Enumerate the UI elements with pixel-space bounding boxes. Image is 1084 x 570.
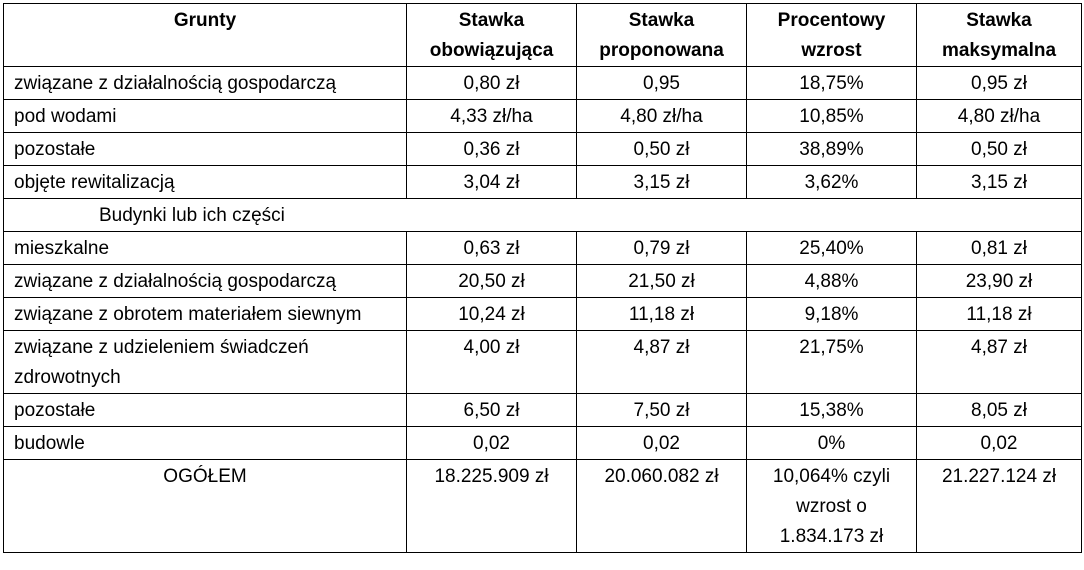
- percent-increase: 10,85%: [747, 100, 917, 133]
- total-label: OGÓŁEM: [4, 460, 407, 553]
- proposed-rate: 0,02: [577, 427, 747, 460]
- max-rate: 3,15 zł: [917, 166, 1082, 199]
- header-row: [4, 4, 1082, 67]
- proposed-rate: 11,18 zł: [577, 298, 747, 331]
- proposed-rate: 0,95: [577, 67, 747, 100]
- total-proposed: 20.060.082 zł: [577, 460, 747, 553]
- percent-increase: 25,40%: [747, 232, 917, 265]
- row-name: związane z udzieleniem świadczeń zdrowotnych: [4, 331, 407, 394]
- table-row: [4, 427, 1082, 460]
- max-rate: 8,05 zł: [917, 394, 1082, 427]
- total-row: [4, 460, 1082, 553]
- proposed-rate: 21,50 zł: [577, 265, 747, 298]
- max-rate: 0,95 zł: [917, 67, 1082, 100]
- current-rate: 20,50 zł: [407, 265, 577, 298]
- header-grunty: Grunty: [4, 4, 407, 67]
- percent-increase: 4,88%: [747, 265, 917, 298]
- row-name: budowle: [4, 427, 407, 460]
- table-row: [4, 67, 1082, 100]
- header-proposed-rate: Stawka proponowana: [577, 4, 747, 67]
- row-name: mieszkalne: [4, 232, 407, 265]
- table-row: [4, 394, 1082, 427]
- max-rate: 11,18 zł: [917, 298, 1082, 331]
- percent-increase: 9,18%: [747, 298, 917, 331]
- percent-increase: 38,89%: [747, 133, 917, 166]
- section-row: [4, 199, 1082, 232]
- current-rate: 10,24 zł: [407, 298, 577, 331]
- table-row: [4, 232, 1082, 265]
- header-max-rate: Stawka maksymalna: [917, 4, 1082, 67]
- percent-increase: 15,38%: [747, 394, 917, 427]
- row-name: pozostałe: [4, 133, 407, 166]
- table-row: [4, 331, 1082, 394]
- current-rate: 0,36 zł: [407, 133, 577, 166]
- max-rate: 4,87 zł: [917, 331, 1082, 394]
- proposed-rate: 0,50 zł: [577, 133, 747, 166]
- table-row: [4, 133, 1082, 166]
- total-increase: 10,064% czyli wzrost o 1.834.173 zł: [747, 460, 917, 553]
- proposed-rate: 4,80 zł/ha: [577, 100, 747, 133]
- current-rate: 4,00 zł: [407, 331, 577, 394]
- row-name: związane z działalnością gospodarczą: [4, 67, 407, 100]
- current-rate: 3,04 zł: [407, 166, 577, 199]
- max-rate: 0,50 zł: [917, 133, 1082, 166]
- max-rate: 23,90 zł: [917, 265, 1082, 298]
- percent-increase: 3,62%: [747, 166, 917, 199]
- header-percent-increase: Procentowy wzrost: [747, 4, 917, 67]
- tax-rates-table: [3, 3, 1082, 553]
- percent-increase: 18,75%: [747, 67, 917, 100]
- header-current-rate: Stawka obowiązująca: [407, 4, 577, 67]
- table-row: [4, 100, 1082, 133]
- total-max: 21.227.124 zł: [917, 460, 1082, 553]
- proposed-rate: 0,79 zł: [577, 232, 747, 265]
- row-name: związane z działalnością gospodarczą: [4, 265, 407, 298]
- proposed-rate: 4,87 zł: [577, 331, 747, 394]
- row-name: związane z obrotem materiałem siewnym: [4, 298, 407, 331]
- current-rate: 0,02: [407, 427, 577, 460]
- table-row: [4, 265, 1082, 298]
- row-name: pozostałe: [4, 394, 407, 427]
- row-name: objęte rewitalizacją: [4, 166, 407, 199]
- max-rate: 4,80 zł/ha: [917, 100, 1082, 133]
- max-rate: 0,02: [917, 427, 1082, 460]
- percent-increase: 0%: [747, 427, 917, 460]
- current-rate: 0,63 zł: [407, 232, 577, 265]
- proposed-rate: 7,50 zł: [577, 394, 747, 427]
- current-rate: 0,80 zł: [407, 67, 577, 100]
- current-rate: 4,33 zł/ha: [407, 100, 577, 133]
- percent-increase: 21,75%: [747, 331, 917, 394]
- row-name: pod wodami: [4, 100, 407, 133]
- section-title: Budynki lub ich części: [4, 199, 1082, 232]
- table-row: [4, 298, 1082, 331]
- total-current: 18.225.909 zł: [407, 460, 577, 553]
- current-rate: 6,50 zł: [407, 394, 577, 427]
- proposed-rate: 3,15 zł: [577, 166, 747, 199]
- max-rate: 0,81 zł: [917, 232, 1082, 265]
- table-row: [4, 166, 1082, 199]
